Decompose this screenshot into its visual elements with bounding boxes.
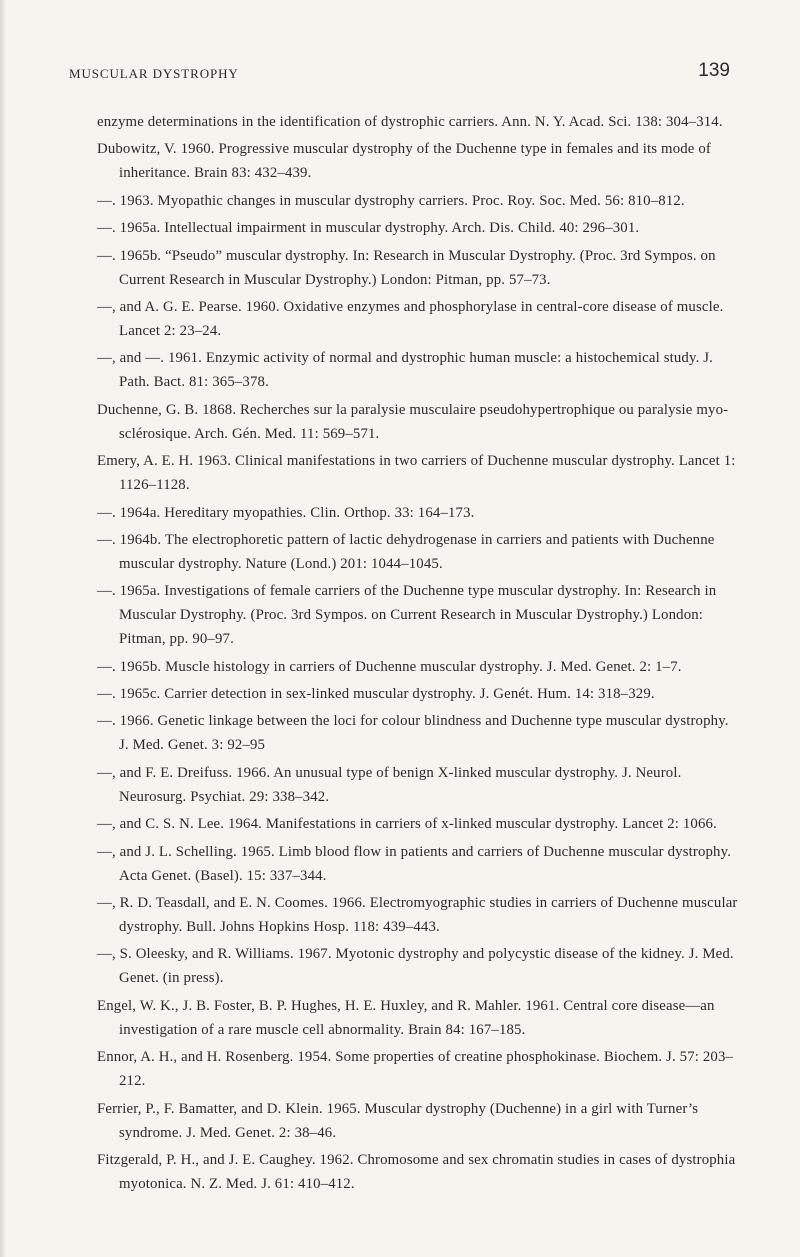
reference-entry: Fitzgerald, P. H., and J. E. Caughey. 1962. Chromosome and sex chromatin studies in cases of dystrophia myotonica. N. Z. Med. J. 61: 410–412. (97, 1151, 736, 1192)
reference-entry: —. 1964a. Hereditary myopathies. Clin. Orthop. 33: 164–173. (97, 504, 475, 521)
reference-entry: —, and F. E. Dreifuss. 1966. An unusual type of benign X-linked muscular dystrophy. J. Neurol. Neurosurg. Psychiat. 29: 338–342. (97, 764, 682, 805)
reference-entry: Duchenne, G. B. 1868. Recherches sur la paralysie musculaire pseudohypertrophique ou paralysie myo-sclérosique. Arch. Gén. Med. 11: 569–571. (97, 401, 729, 442)
reference-entry: —. 1965b. Muscle histology in carriers of Duchenne muscular dystrophy. J. Med. Genet. 2: 1–7. (97, 658, 682, 675)
reference-entry: —. 1965a. Investigations of female carriers of the Duchenne type muscular dystrophy. In: Research in Muscular Dystrophy. (Proc. 3rd Sympos. on Current Research in Muscular Dystrophy.) London: Pitman, pp. 90–97. (97, 583, 717, 648)
reference-list (97, 110, 740, 1199)
reference-entry: Ennor, A. H., and H. Rosenberg. 1954. Some properties of creatine phosphokinase. Biochem. J. 57: 203–212. (97, 1049, 734, 1090)
reference-entry: enzyme determinations in the identification of dystrophic carriers. Ann. N. Y. Acad. Sci. 138: 304–314. (97, 114, 723, 130)
reference-entry: —. 1963. Myopathic changes in muscular dystrophy carriers. Proc. Roy. Soc. Med. 56: 810–812. (97, 192, 685, 209)
reference-entry: Dubowitz, V. 1960. Progressive muscular dystrophy of the Duchenne type in females and its mode of inheritance. Brain 83: 432–439. (97, 141, 711, 182)
reference-entry: Engel, W. K., J. B. Foster, B. P. Hughes, H. E. Huxley, and R. Mahler. 1961. Central core disease—an investigation of a rare muscle cell abnormality. Brain 84: 167–185. (97, 997, 715, 1038)
reference-entry: —. 1966. Genetic linkage between the loci for colour blindness and Duchenne type muscular dystrophy. J. Med. Genet. 3: 92–95 (97, 713, 729, 754)
reference-entry: —, R. D. Teasdall, and E. N. Coomes. 1966. Electromyographic studies in carriers of Duchenne muscular dystrophy. Bull. Johns Hopkins Hosp. 118: 439–443. (97, 895, 738, 936)
reference-entry: —. 1965a. Intellectual impairment in muscular dystrophy. Arch. Dis. Child. 40: 296–301. (97, 220, 640, 237)
reference-entry: —, and A. G. E. Pearse. 1960. Oxidative enzymes and phosphorylase in central-core disease of muscle. Lancet 2: 23–24. (97, 298, 724, 339)
running-head: MUSCULAR DYSTROPHY (69, 66, 239, 81)
reference-entry: Emery, A. E. H. 1963. Clinical manifestations in two carriers of Duchenne muscular dystrophy. Lancet 1: 1126–1128. (97, 453, 736, 494)
reference-entry: —, S. Oleesky, and R. Williams. 1967. Myotonic dystrophy and polycystic disease of the kidney. J. Med. Genet. (in press). (97, 946, 734, 987)
reference-entry: Ferrier, P., F. Bamatter, and D. Klein. 1965. Muscular dystrophy (Duchenne) in a girl with Turner’s syndrome. J. Med. Genet. 2: 38–46. (97, 1100, 699, 1141)
reference-entry: —. 1964b. The electrophoretic pattern of lactic dehydrogenase in carriers and patients with Duchenne muscular dystrophy. Nature (Lond.) 201: 1044–1045. (97, 531, 715, 572)
page-number: 139 (698, 60, 730, 81)
reference-entry: —, and J. L. Schelling. 1965. Limb blood flow in patients and carriers of Duchenne muscular dystrophy. Acta Genet. (Basel). 15: 337–344. (97, 843, 732, 884)
page-header (69, 60, 730, 90)
reference-entry: —. 1965c. Carrier detection in sex-linked muscular dystrophy. J. Genét. Hum. 14: 318–329. (97, 686, 655, 703)
page-edge-shadow (0, 0, 6, 1257)
reference-entry: —, and C. S. N. Lee. 1964. Manifestations in carriers of x-linked muscular dystrophy. Lancet 2: 1066. (97, 816, 717, 833)
reference-entry: —. 1965b. “Pseudo” muscular dystrophy. In: Research in Muscular Dystrophy. (Proc. 3rd Sympos. on Current Research in Muscular Dystrophy.) London: Pitman, pp. 57–73. (97, 247, 716, 288)
reference-entry: —, and —. 1961. Enzymic activity of normal and dystrophic human muscle: a histochemical study. J. Path. Bact. 81: 365–378. (97, 350, 714, 391)
